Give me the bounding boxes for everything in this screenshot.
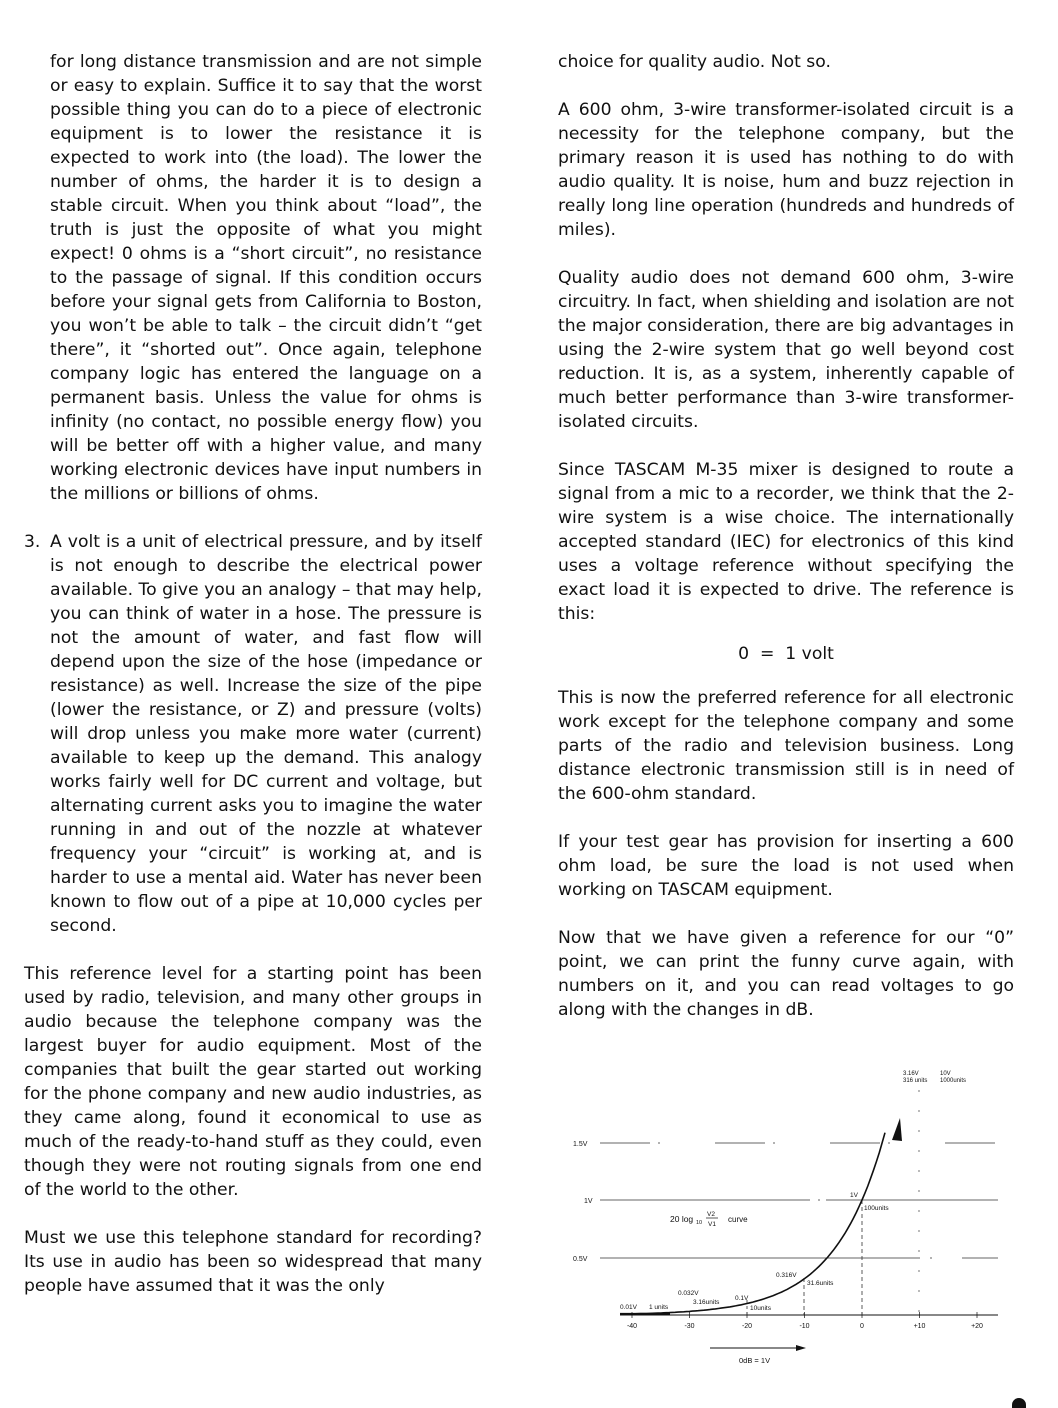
list-item-3 bbox=[24, 530, 482, 938]
label-0-032v: 0.032V bbox=[678, 1290, 699, 1297]
x-tick-label: -20 bbox=[741, 1323, 753, 1330]
x-tick-label: +10 bbox=[913, 1323, 926, 1330]
label-1000units: 1000units bbox=[940, 1078, 967, 1084]
db-curve-svg bbox=[570, 1060, 1010, 1390]
y-label-1v: 1V bbox=[584, 1198, 593, 1205]
label-316units: 316 units bbox=[903, 1078, 928, 1084]
x-tick-label: 0 bbox=[860, 1323, 864, 1330]
voltage-gridlines bbox=[600, 1143, 998, 1258]
y-label-0-5v: 0.5V bbox=[573, 1256, 588, 1263]
formula-numerator: V2 bbox=[707, 1211, 715, 1218]
x-tick-label: -30 bbox=[684, 1323, 695, 1330]
list-number: 3. bbox=[24, 532, 41, 552]
paragraph-tascam: Since TASCAM M-35 mixer is designed to route a signal from a mic to a recorder, we think that the 2-wire system is a wise choice. The internationally accepted standard (IEC) for electronics of this kind uses a voltage reference without specifying the exact load it is expected to drive. The reference is this: bbox=[558, 460, 1014, 624]
label-3-16units: 3.16units bbox=[693, 1299, 720, 1306]
right-column bbox=[558, 50, 1014, 1022]
paragraph-must-we: Must we use this telephone standard for recording? Its use in audio has been so widespread that many people have assumed that it was the only bbox=[24, 1228, 482, 1296]
label-0-01v: 0.01V bbox=[620, 1304, 637, 1311]
y-label-1-5v: 1.5V bbox=[573, 1141, 588, 1148]
curve-formula-label bbox=[670, 1211, 748, 1228]
paragraph-volt-analogy: A volt is a unit of electrical pressure, and by itself is not enough to describe the electrical power available. To give you an analogy – that may help, you can think of water in a hose. The pressure is not the amount of water, and fast flow will depend upon the size of the hose (impedance or resistance) as well. Increase the size of the pipe (lower the resistance, or Z) and pressure (volts) will drop unless you make more water (current) available to keep up the demand. This analogy works fairly well for DC current and voltage, but alternating current asks you to imagine the water running in and out of the nozzle at whatever frequency your “circuit” is working at, and is harder to use a mental aid. Water has never been known to flow out of a pipe at 10,000 cycles per second. bbox=[50, 532, 482, 936]
paragraph-600-ohm: A 600 ohm, 3-wire transformer-isolated circuit is a necessity for the telephone company, but the primary reason it is used has nothing to do with audio quality. It is noise, hum and buzz rejection in really long line operation (hundreds and hundreds of miles). bbox=[558, 100, 1014, 240]
label-0-1v: 0.1V bbox=[735, 1295, 749, 1302]
paragraph-load-explanation: for long distance transmission and are not simple or easy to explain. Suffice it to say that the worst possible thing you can do to a piece of electronic equipment is to lower the resistance it is expected to work into (the load). The lower the number of ohms, the harder it is to design a stable circuit. When you think about “load”, the truth is just the opposite of what you might expect! 0 ohms is a “short circuit”, no resistance to the passage of signal. If this condition occurs before your signal gets from California to Boston, you won’t be able to talk – the circuit didn’t “get there”, it “shorted out”. Once again, telephone company logic has entered the language on a permanent basis. Unless the value for ohms is infinity (no contact, no possible energy flow) you will be better off with a higher value, and many working electronic devices have input numbers in the millions or billions of ohms. bbox=[50, 52, 482, 504]
paragraph-choice: choice for quality audio. Not so. bbox=[558, 52, 831, 72]
x-tick-label: +20 bbox=[971, 1323, 983, 1330]
formula-denominator: V1 bbox=[708, 1221, 716, 1228]
formula-subscript: 10 bbox=[696, 1220, 703, 1226]
label-31-6units: 31.6units bbox=[807, 1280, 834, 1287]
label-1v-point: 1V bbox=[850, 1192, 858, 1199]
reference-equation: 0 = 1 volt bbox=[738, 644, 834, 664]
paragraph-preferred: This is now the preferred reference for all electronic work except for the telephone company and some parts of the radio and television business. Long distance electronic transmission still is in need of the 600-ohm standard. bbox=[558, 688, 1014, 804]
label-0-316v: 0.316V bbox=[776, 1272, 797, 1279]
reference-note: 0dB = 1V bbox=[739, 1356, 771, 1365]
label-1-units: 1 units bbox=[649, 1304, 669, 1311]
label-10v: 10V bbox=[940, 1071, 951, 1077]
label-3-16v: 3.16V bbox=[903, 1071, 919, 1077]
label-10units: 10units bbox=[750, 1305, 771, 1312]
paragraph-reference-level: This reference level for a starting point has been used by radio, television, and many other groups in audio because the telephone company was the largest buyer for audio equipment. Most of the companies that built the gear started out working for the phone company and new audio industries, as they came along, found it economical to use as much of the ready-to-hand stuff as they could, even though they were not routing signals from one end of the world to the other. bbox=[24, 964, 482, 1200]
page-edge-mark bbox=[1012, 1398, 1026, 1408]
x-tick-label: -10 bbox=[799, 1323, 810, 1330]
curve-arrowhead bbox=[892, 1118, 902, 1141]
reference-arrowhead bbox=[796, 1345, 806, 1351]
paragraph-test-gear: If your test gear has provision for inserting a 600 ohm load, be sure the load is not used when working on TASCAM equipment. bbox=[558, 832, 1014, 900]
label-100units: 100units bbox=[864, 1205, 889, 1212]
paragraph-now-that: Now that we have given a reference for our “0” point, we can print the funny curve again, with numbers on it, and you can read voltages to go along with the changes in dB. bbox=[558, 928, 1014, 1020]
formula-suffix: curve bbox=[728, 1215, 748, 1224]
formula-prefix: 20 log bbox=[670, 1214, 694, 1224]
db-curve-diagram bbox=[570, 1060, 1010, 1390]
x-tick-label: -40 bbox=[626, 1323, 638, 1330]
left-column bbox=[24, 50, 482, 1298]
paragraph-quality-audio: Quality audio does not demand 600 ohm, 3-wire circuitry. In fact, when shielding and isolation are not the major consideration, there are big advantages in using the 2-wire system that go well beyond cost reduction. It is, as a system, inherently capable of much better performance than 3-wire transformer-isolated circuits. bbox=[558, 268, 1014, 432]
